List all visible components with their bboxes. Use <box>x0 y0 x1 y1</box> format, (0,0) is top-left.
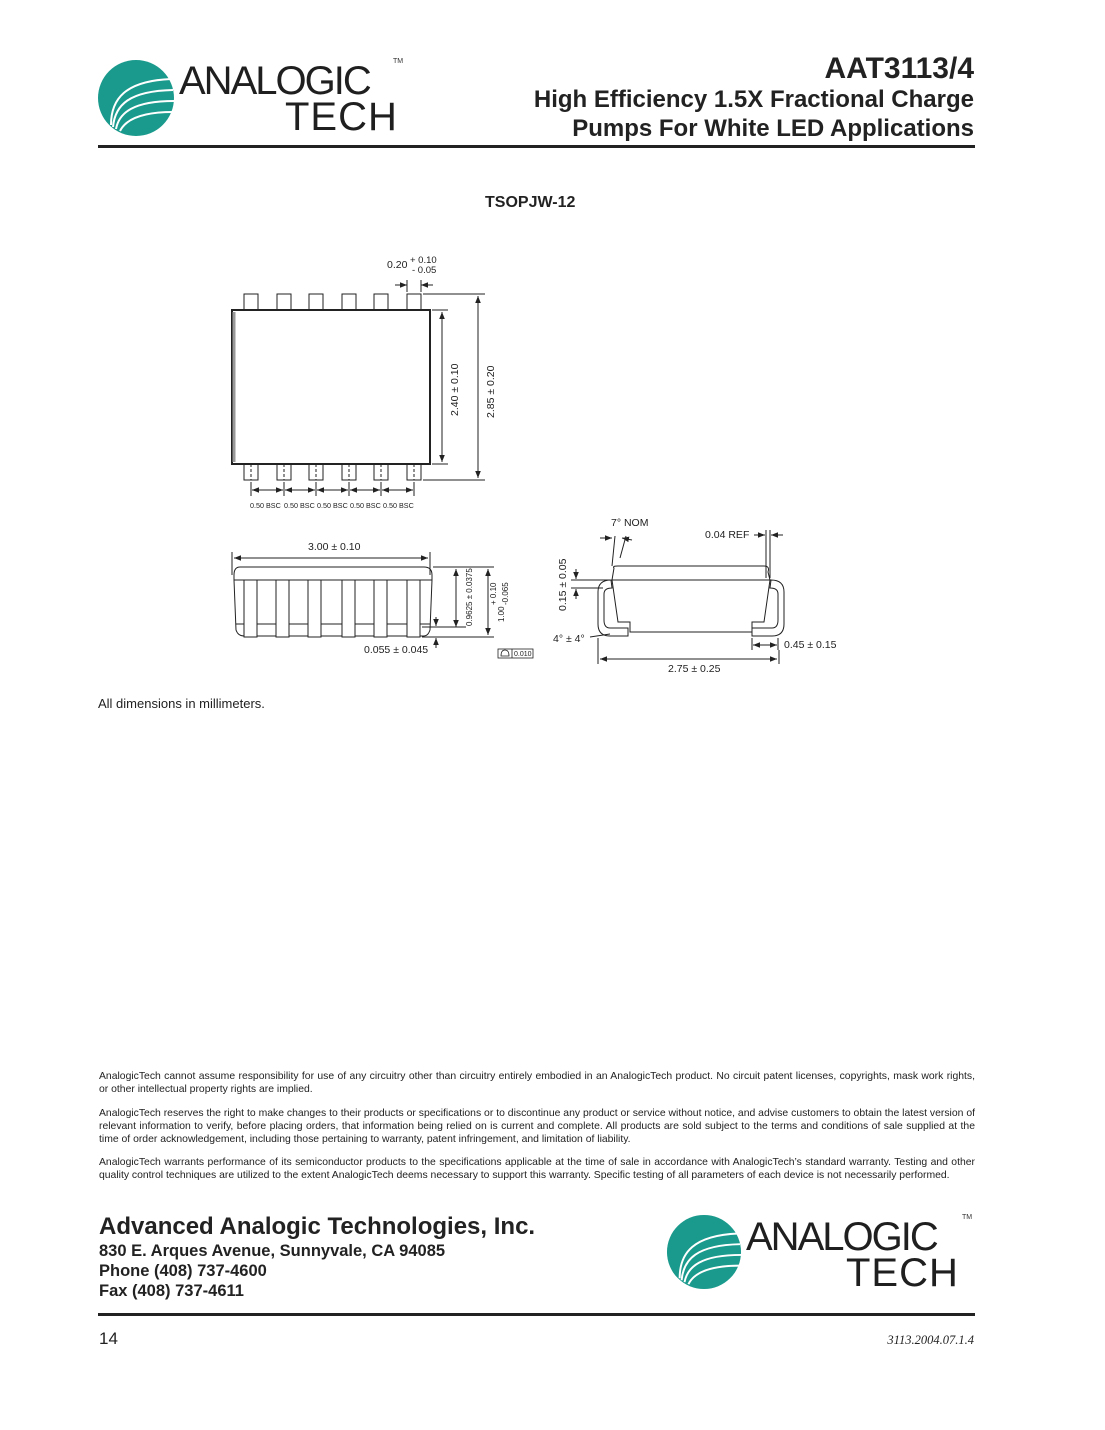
dim-foot-angle: 4° ± 4° <box>553 633 585 645</box>
dim-coplanarity: 0.010 <box>514 651 532 658</box>
dim-pitch-5: 0.50 BSC <box>383 501 414 510</box>
dim-lead-span: 2.75 ± 0.25 <box>668 663 721 675</box>
legal-paragraph-3: AnalogicTech warrants performance of its semiconductor products to the specifications applicable at the time of sale in accordance with AnalogicTech’s standard warranty. Testing and other quality control techniques are utilized to the extent AnalogicTech deems necessary to support this warranty. Specific testing of all parameters of each device is not necessarily performed. <box>99 1157 975 1181</box>
logo-trademark: TM <box>962 1214 973 1221</box>
logo-wordmark-analogic: ANALOGIC <box>179 59 370 103</box>
subtitle-line2: Pumps For White LED Applications <box>572 115 974 142</box>
company-phone: Phone (408) 737-4600 <box>99 1262 267 1280</box>
dim-standoff: 0.055 ± 0.045 <box>364 644 429 656</box>
dim-body-width: 2.40 ± 0.10 <box>449 363 461 416</box>
analogictech-globe-icon <box>666 1214 742 1290</box>
dim-pitch-2: 0.50 BSC <box>284 501 315 510</box>
dim-lead-width: 0.20 <box>387 259 408 271</box>
part-number: AAT3113/4 <box>824 52 974 85</box>
subtitle-line1: High Efficiency 1.5X Fractional Charge <box>533 86 974 113</box>
package-title: TSOPJW-12 <box>485 194 576 211</box>
dim-lead-width-tol-minus: - 0.05 <box>412 265 437 276</box>
legal-paragraph-2: AnalogicTech reserves the right to make changes to their products or specifications or to discontinue any product or service without notice, and advise customers to obtain the latest version of relevant information to verify, before placing orders, that information being relied on is current and complete. All products are sold subject to the terms and conditions of sale supplied at the time of order acknowledgement, including those pertaining to warranty, patent infringement, and limitation of liability. <box>99 1108 975 1145</box>
dim-lead-thickness: 0.15 ± 0.05 <box>557 558 569 611</box>
company-name: Advanced Analogic Technologies, Inc. <box>99 1213 536 1240</box>
dim-ref: 0.04 REF <box>705 529 750 541</box>
dim-pitch-4: 0.50 BSC <box>350 501 381 510</box>
company-address: 830 E. Arques Avenue, Sunnyvale, CA 94085 <box>99 1242 446 1260</box>
dim-overall-width: 2.85 ± 0.20 <box>485 365 497 418</box>
dim-foot-length: 0.45 ± 0.15 <box>784 639 837 651</box>
footer-divider <box>98 1313 975 1316</box>
logo-wordmark-tech: TECH <box>846 1251 959 1295</box>
dim-overall-height-tol-plus: + 0.10 <box>489 582 498 605</box>
document-id: 3113.2004.07.1.4 <box>887 1333 974 1347</box>
logo-trademark: TM <box>393 58 404 65</box>
dim-pitch-1: 0.50 BSC <box>250 501 281 510</box>
dim-body-height: 0.9625 ± 0.0375 <box>465 568 474 626</box>
footer-logo <box>666 1213 976 1293</box>
page-number: 14 <box>99 1329 118 1348</box>
legal-paragraph-1: AnalogicTech cannot assume responsibility for use of any circuitry other than circuitry entirely embodied in an AnalogicTech product. No circuit patent licenses, copyrights, mask work rights, or other intellectual property rights are implied. <box>99 1071 975 1095</box>
dim-package-length: 3.00 ± 0.10 <box>308 541 361 553</box>
company-fax: Fax (408) 737-4611 <box>99 1282 244 1300</box>
dim-pitch-3: 0.50 BSC <box>317 501 348 510</box>
dimensions-note: All dimensions in millimeters. <box>98 696 265 711</box>
dim-lead-width-tol-plus: + 0.10 <box>410 255 437 266</box>
logo-wordmark-tech: TECH <box>285 95 398 139</box>
dim-overall-height-tol-minus: -0.065 <box>501 582 510 605</box>
logo-wordmark-analogic: ANALOGIC <box>746 1215 937 1259</box>
dim-draft-angle: 7° NOM <box>611 517 649 529</box>
dim-overall-height: 1.00 <box>497 606 506 622</box>
package-outline-drawing <box>0 0 1105 700</box>
